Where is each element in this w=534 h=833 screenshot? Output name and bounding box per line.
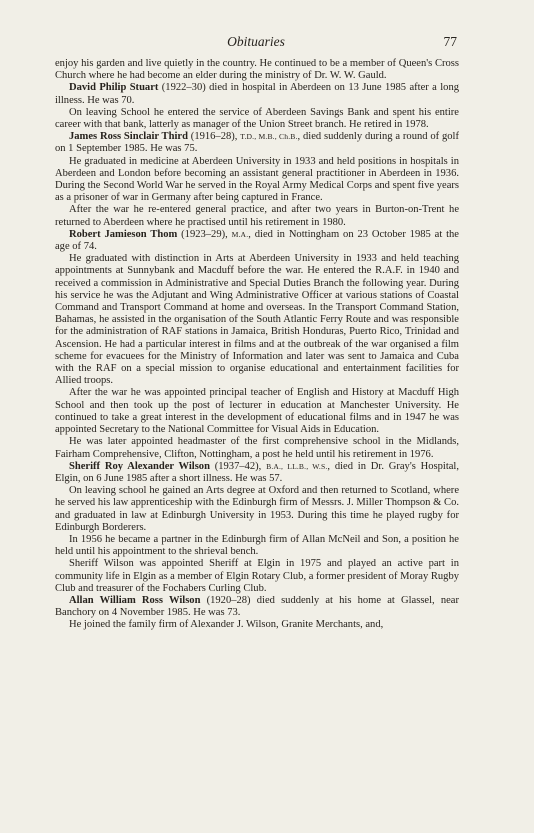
paragraph-text: On leaving school he gained an Arts degree at Oxford and then returned to Scotland, where he served his law apprenticeship with the Edinburgh firm of Messrs. J. Miller Thompson & Co. and graduated in law at Edinburgh University in 1953. During this time he played rugby for Edinburgh Borderers.: [55, 485, 459, 533]
paragraph-text: He graduated with distinction in Arts at Aberdeen University in 1933 and held teaching appointments at Sunnybank and Macduff before the war. He entered the R.A.F. in 1940 and received a commission in Administrative and Special Duties Branch the following year. During his service he was the Adjutant and Wing Administrative Officer at various stations of Coastal Command and Transport Command at home and overseas. In the Transport Command Station, Bahamas, he assisted in the organisation of the South Atlantic Ferry Route and was responsible for the administration of RAF stations in Jamaica, British Honduras, Puerto Rico, Trinidad and Ascension. He had a particular interest in films and at the outbreak of the war organised a film scheme for evacuees for the Ministry of Information and later was sent to Jamaica and Cuba with the RAF on a special mission to organise educational and entertainment facilities for Allied troops.: [55, 253, 459, 387]
obituary-heading: Robert Jamieson Thom (1923–29), M.A., died in Nottingham on 23 October 1985 at the age of 74.: [55, 228, 459, 253]
paragraph: [55, 253, 459, 387]
paragraph: [55, 107, 459, 131]
qualifications: M.A.: [231, 229, 249, 239]
person-name: David Philip Stuart: [69, 82, 159, 94]
qualifications: B.A., LL.B., W.S.: [266, 461, 328, 471]
paragraph: [55, 534, 459, 558]
paragraph-text: On leaving School he entered the service of Aberdeen Savings Bank and spent his entire career with that bank, latterly as manager of the Union Street branch. He retired in 1978.: [55, 106, 459, 131]
paragraph: [55, 485, 459, 534]
obituary-heading: [55, 595, 459, 619]
person-name: Sheriff Roy Alexander Wilson: [69, 460, 210, 472]
person-name: James Ross Sinclair Third: [69, 131, 188, 143]
paragraph-text: enjoy his garden and live quietly in the country. He continued to be a member of Queen's Cross Church where he had become an elder during the ministry of Dr. W. W. Gauld.: [55, 58, 459, 82]
page-number: 77: [443, 34, 457, 49]
paragraph-text: After the war he was appointed principal teacher of English and History at Macduff High School and then took up the post of lecturer in education at Manchester University. He continued to take a great interest in the development of educational films and in 1947 he was appointed Secretary to the National Committee for Visual Aids in Education.: [55, 387, 459, 436]
running-header: [55, 34, 457, 52]
paragraph: [55, 387, 459, 436]
qualifications: T.D., M.B., Ch.B.: [240, 132, 298, 142]
paragraph: [55, 156, 459, 205]
obituary-heading: James Ross Sinclair Third (1916–28), T.D., M.B., Ch.B., died suddenly during a round of golf on 1 September 1985. He was 75.: [55, 131, 459, 155]
paragraph: [55, 436, 459, 460]
paragraph: [55, 58, 459, 82]
paragraph-text: (1920–28) died suddenly at his home at Glassel, near Banchory on 4 November 1985. He was 73.: [55, 594, 459, 619]
running-title: Obituaries: [227, 34, 285, 49]
paragraph-text: He was later appointed headmaster of the first comprehensive school in the Midlands, Fairham Comprehensive, Clifton, Nottingham, a post he held until his retirement in 1976.: [55, 436, 459, 460]
paragraph: [55, 558, 459, 595]
paragraph-text: He joined the family firm of Alexander J. Wilson, Granite Merchants, and,: [69, 619, 384, 631]
paragraph-text: Sheriff Wilson was appointed Sheriff at Elgin in 1975 and played an active part in community life in Elgin as a member of Elgin Rotary Club, a former president of Moray Rugby Club and treasurer of the Fochabers Curling Club.: [55, 558, 459, 594]
paragraph: [55, 204, 459, 228]
obituary-heading: Sheriff Roy Alexander Wilson (1937–42), B.A., LL.B., W.S., died in Dr. Gray's Hospital, Elgin, on 6 June 1985 after a short illness. He was 57.: [55, 460, 459, 484]
paragraph-text: He graduated in medicine at Aberdeen University in 1933 and held positions in hospitals in Aberdeen and London before becoming an assistant general practitioner in Aberdeen in 1936. During the Second World War he served in the Royal Army Medical Corps and spent five years as a prisoner of war in Germany after being captured in France.: [55, 155, 459, 204]
person-name: Robert Jamieson Thom: [69, 228, 178, 240]
paragraph-text: After the war he re-entered general practice, and after two years in Burton-on-Trent he returned to Aberdeen where he practised until his retirement in 1980.: [55, 204, 459, 228]
paragraph-text: In 1956 he became a partner in the Edinburgh firm of Allan McNeil and Son, a position he held until his appointment to the shrieval bench.: [55, 533, 459, 558]
obituary-heading: [55, 82, 459, 106]
paragraph-text: (1922–30) died in hospital in Aberdeen on 13 June 1985 after a long illness. He was 70.: [55, 82, 459, 106]
person-name: Allan William Ross Wilson: [69, 594, 201, 606]
paragraph: [55, 619, 459, 631]
article-body: [55, 58, 459, 632]
